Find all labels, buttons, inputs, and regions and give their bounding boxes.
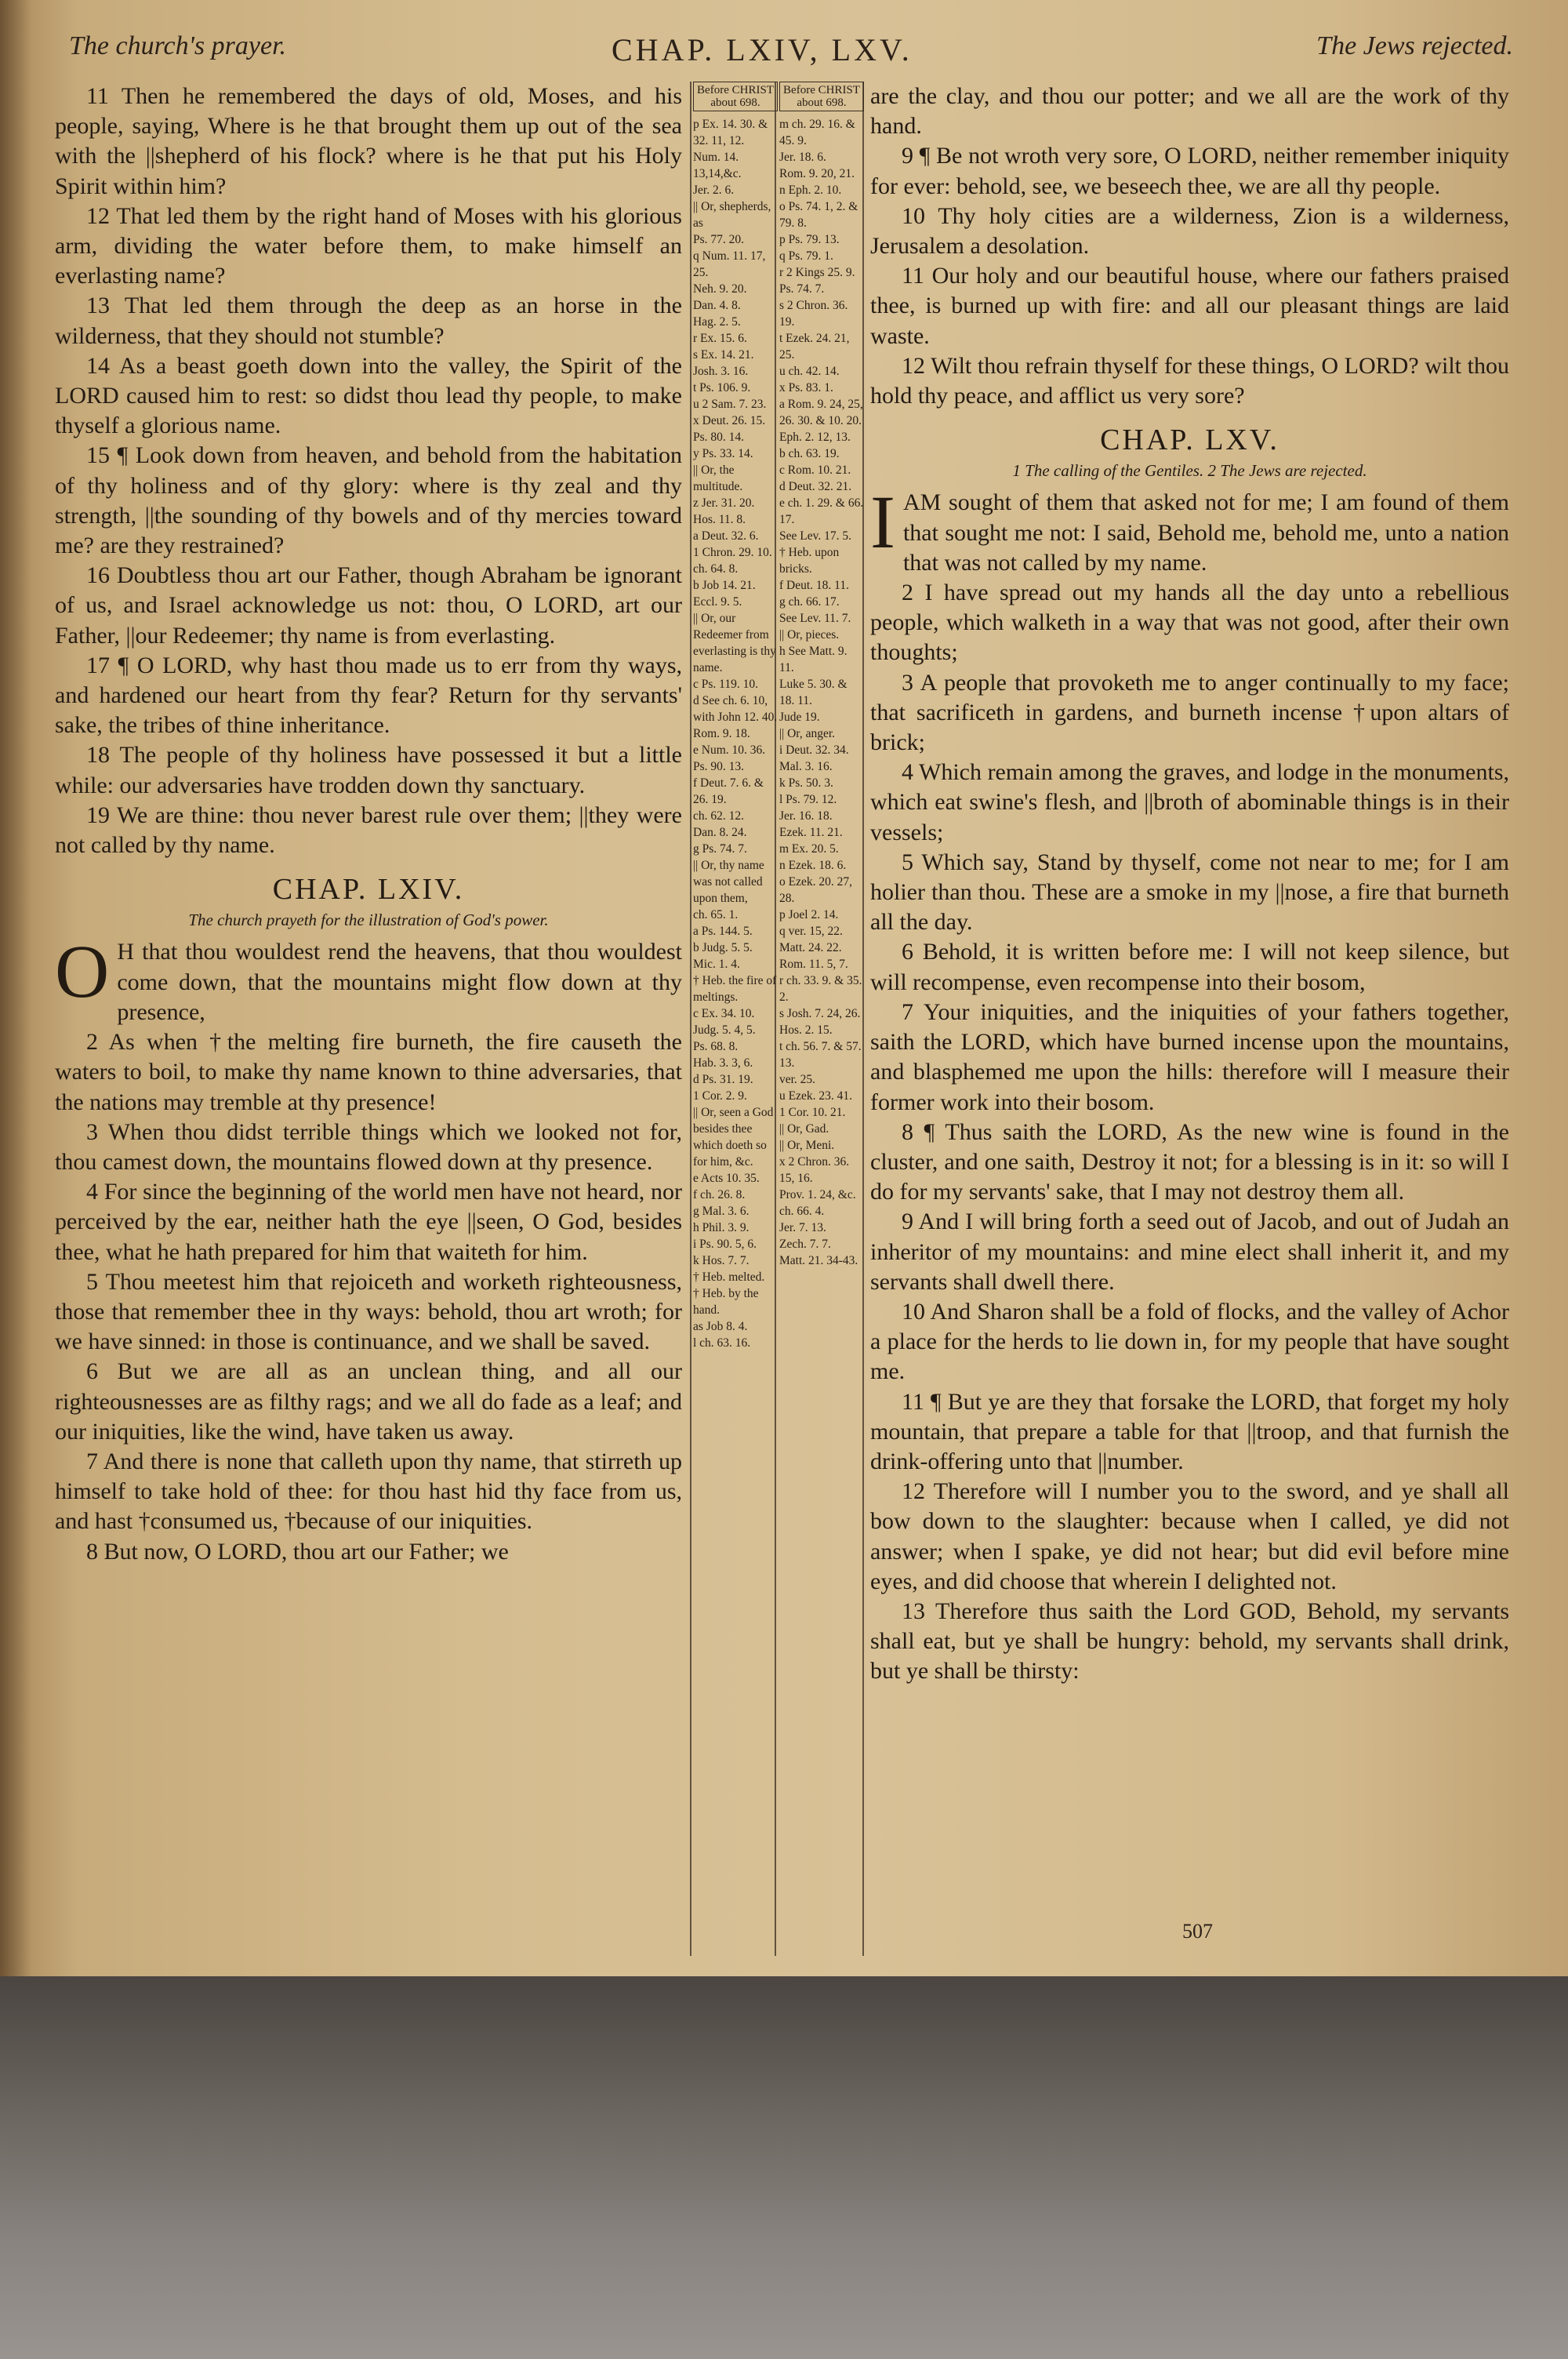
verse: 2 As when †the melting fire burneth, the fire causeth the waters to boil, to make thy name known to thine adversaries, that the nations may tremble at thy presence!	[55, 1029, 682, 1115]
chapter-64-verses	[55, 1027, 682, 1567]
marginal-reference: k Ps. 50. 3.	[779, 776, 833, 790]
marginal-reference: || Or, seen a God besides thee which doeth so for him, &c.	[693, 1106, 774, 1169]
marginal-reference: Matt. 24. 22.	[779, 941, 842, 954]
marginal-reference: k Hos. 7. 7.	[693, 1254, 750, 1267]
marginal-reference: r Ex. 15. 6.	[693, 332, 747, 345]
marginal-reference: as Job 8. 4.	[693, 1320, 748, 1333]
marginal-reference: Ps. 80. 14.	[693, 431, 745, 444]
marginal-reference: ch. 65. 1.	[693, 908, 739, 921]
chapter-summary-lxiv: The church prayeth for the illustration of God's power.	[188, 911, 549, 930]
marginal-reference: Rom. 9. 20, 21.	[779, 167, 855, 180]
marginal-reference: i Ps. 90. 5, 6.	[693, 1238, 757, 1251]
marginal-reference: i Deut. 32. 34.	[779, 743, 849, 757]
marginal-reference: d See ch. 6. 10, with John 12. 40.	[693, 694, 778, 724]
marginal-reference: s Ex. 14. 21.	[693, 348, 754, 362]
verse: 5 Thou meetest him that rejoiceth and worketh righteousness, those that remember thee in thy ways: behold, thou art wroth; for we have sinned: in those is continuance, and we shall be saved.	[55, 1268, 682, 1355]
marginal-reference: Luke 5. 30. & 18. 11.	[779, 678, 848, 707]
marginal-reference: || Or, thy name was not called upon them,	[693, 859, 764, 905]
marginal-reference: Eccl. 9. 5.	[693, 595, 742, 609]
marginal-reference: e Acts 10. 35.	[693, 1172, 760, 1185]
marginal-reference: Zech. 7. 7.	[779, 1238, 831, 1251]
marginal-reference: Jer. 2. 6.	[693, 184, 735, 197]
marginal-reference: Ps. 74. 7.	[779, 282, 825, 296]
marginal-reference: m Ex. 20. 5.	[779, 842, 839, 856]
marginal-reference: † Heb. melted.	[693, 1270, 765, 1284]
verse: 8 ¶ Thus saith the LORD, As the new wine is found in the cluster, and one saith, Destroy it not; for a blessing is in it: so will I do for my servants' sake, that I may not destroy them all.	[870, 1118, 1509, 1205]
verse-lxv-1	[870, 480, 1509, 578]
verse: 3 When thou didst terrible things which we looked not for, thou camest down, the mountains flowed down at thy presence.	[55, 1118, 682, 1175]
drop-cap: I	[870, 480, 895, 565]
marginal-reference: b ch. 63. 19.	[779, 447, 840, 460]
verse: 14 As a beast goeth down into the valley, the Spirit of the LORD caused him to rest: so didst thou lead thy people, to make thyself a glorious name.	[55, 352, 682, 439]
marginal-reference: || Or, shepherds, as	[693, 200, 771, 230]
verse: 11 Our holy and our beautiful house, where our fathers praised thee, is burned up with fire: and all our pleasant things are laid waste.	[870, 263, 1509, 349]
marginal-reference: e ch. 1. 29. & 66. 17.	[779, 496, 864, 526]
chapter-title-lxv: CHAP. LXV.	[1100, 423, 1279, 457]
marginal-references-right	[779, 82, 864, 1269]
verse: 7 Your iniquities, and the iniquities of your fathers together, saith the LORD, which have burned incense upon the mountains, and blasphemed me upon the hills: therefore will I measure their former work into their bosom.	[870, 998, 1509, 1115]
marginal-reference: f Deut. 7. 6. & 26. 19.	[693, 776, 764, 806]
marginal-reference: † Heb. upon bricks.	[779, 546, 840, 576]
marginal-reference: ch. 64. 8.	[693, 562, 739, 576]
marginal-reference: h Phil. 3. 9.	[693, 1221, 750, 1234]
marginal-reference: g Mal. 3. 6.	[693, 1205, 750, 1218]
drop-cap: O	[55, 929, 110, 1014]
chapter-title-lxiv: CHAP. LXIV.	[272, 873, 465, 907]
marginal-reference: q Num. 11. 17, 25.	[693, 249, 766, 279]
marginal-references-left	[693, 82, 778, 1351]
marginal-reference: Jer. 16. 18.	[779, 809, 833, 823]
marginal-reference: p Ex. 14. 30. & 32. 11, 12.	[693, 118, 768, 147]
marginal-reference: † Heb. the fire of meltings.	[693, 974, 777, 1004]
marginal-reference: g Ps. 74. 7.	[693, 842, 747, 856]
verse: 6 Behold, it is written before me: I will not keep silence, but will recompense, even recompense into their bosom,	[870, 939, 1509, 995]
marginal-reference: Ps. 90. 13.	[693, 760, 745, 773]
verse: 4 For since the beginning of the world men have not heard, nor perceived by the ear, neither hath the eye ||seen, O God, besides thee, what he hath prepared for him that waiteth for him.	[55, 1179, 682, 1265]
running-head-right: The Jews rejected.	[1316, 31, 1513, 60]
marginal-reference: † Heb. by the hand.	[693, 1287, 759, 1317]
marginal-reference: o Ps. 74. 1, 2. & 79. 8.	[779, 200, 858, 230]
marginal-reference: c Ex. 34. 10.	[693, 1007, 755, 1020]
marginal-reference: Hos. 2. 15.	[779, 1023, 833, 1037]
verse: 7 And there is none that calleth upon thy name, that stirreth up himself to take hold of thee: for thou hast hid thy face from us, and hast †consumed us, †because of our iniquities.	[55, 1448, 682, 1535]
marginal-reference: x Ps. 83. 1.	[779, 381, 833, 394]
marginal-reference: o Ezek. 20. 27, 28.	[779, 875, 852, 905]
marginal-reference: 1 Cor. 2. 9.	[693, 1089, 747, 1103]
marginal-reference: y Ps. 33. 14.	[693, 447, 753, 460]
marginal-reference: Eph. 2. 12, 13.	[779, 431, 851, 444]
verse: 12 That led them by the right hand of Moses with his glorious arm, dividing the water before them, to make himself an everlasting name?	[55, 202, 682, 289]
marginal-reference: x 2 Chron. 36. 15, 16.	[779, 1155, 850, 1185]
marginal-reference: u ch. 42. 14.	[779, 365, 840, 378]
marginal-reference: u Ezek. 23. 41.	[779, 1089, 852, 1103]
verse: 17 ¶ O LORD, why hast thou made us to err from thy ways, and hardened our heart from thy fear? Return for thy servants' sake, the tribes of thine inheritance.	[55, 652, 682, 739]
verse: 10 And Sharon shall be a fold of flocks, and the valley of Achor a place for the herds to lie down in, for my people that have sought me.	[870, 1298, 1509, 1385]
marginal-reference: u 2 Sam. 7. 23.	[693, 398, 767, 411]
chapter-63-verses	[55, 82, 682, 860]
marginal-reference: Ps. 68. 8.	[693, 1040, 739, 1053]
marginal-reference: s Josh. 7. 24, 26.	[779, 1007, 861, 1020]
marginal-reference: q ver. 15, 22.	[779, 925, 843, 938]
marginal-reference: || Or, Gad.	[779, 1122, 829, 1136]
marginal-reference: f ch. 26. 8.	[693, 1188, 746, 1201]
verse: 12 Therefore will I number you to the sword, and ye shall all bow down to the slaughter: because when I called, ye did not answer; when I spake, ye did not hear; but did evil before mine eyes, and did choose that wherein I delighted not.	[870, 1478, 1509, 1594]
marginal-reference: n Ezek. 18. 6.	[779, 859, 847, 872]
verse: 11 Then he remembered the days of old, Moses, and his people, saying, Where is he that brought them up out of the sea with the ||shepherd of his flock? where is he that put his Holy Spirit within him?	[55, 83, 682, 199]
marginal-reference: Hag. 2. 5.	[693, 315, 741, 329]
marginal-reference: Prov. 1. 24, &c.	[779, 1188, 856, 1201]
verse-text: AM sought of them that asked not for me; I am found of them that sought me not: I said, Behold me, behold me, unto a nation that was not called by my name.	[902, 489, 1509, 576]
verse: 19 We are thine: thou never barest rule over them; ||they were not called by thy name.	[55, 801, 682, 859]
marginal-reference: e Num. 10. 36.	[693, 743, 766, 757]
marginal-reference: a Ps. 144. 5.	[693, 925, 753, 938]
verse: 10 Thy holy cities are a wilderness, Zion is a wilderness, Jerusalem a desolation.	[870, 202, 1509, 260]
marginal-reference: Judg. 5. 4, 5.	[693, 1023, 756, 1037]
verse: 15 ¶ Look down from heaven, and behold from the habitation of thy holiness and of thy glory: where is thy zeal and thy strength, ||the sounding of thy bowels and of thy mercies toward me? are they restrained?	[55, 442, 682, 559]
chapter-64-verses	[870, 141, 1509, 411]
verse: 13 Therefore thus saith the Lord GOD, Behold, my servants shall eat, but ye shall be hungry: behold, my servants shall drink, but ye shall be thirsty:	[870, 1598, 1509, 1685]
marginal-reference: || Or, pieces.	[779, 628, 840, 642]
marginal-reference: c Rom. 10. 21.	[779, 463, 851, 477]
marginal-reference: See Lev. 11. 7.	[779, 612, 851, 625]
marginal-reference: ver. 25.	[779, 1073, 816, 1086]
chapter-65-verses	[870, 578, 1509, 1687]
marginal-reference: m ch. 29. 16. & 45. 9.	[779, 118, 855, 147]
verse: 2 I have spread out my hands all the day unto a rebellious people, which walketh in a way that was not good, after their own thoughts;	[870, 580, 1509, 666]
marginal-reference: d Deut. 32. 21.	[779, 480, 852, 493]
marginal-reference: f Deut. 18. 11.	[779, 579, 849, 592]
marginal-reference: b Judg. 5. 5.	[693, 941, 753, 954]
verse-continuation: are the clay, and thou our potter; and we all are the work of thy hand.	[870, 83, 1509, 140]
marginal-reference: t Ps. 106. 9.	[693, 381, 751, 394]
marginal-reference: || Or, our Redeemer from everlasting is thy name.	[693, 612, 776, 674]
marginal-reference: Hos. 11. 8.	[693, 513, 746, 526]
marginal-reference: c Ps. 119. 10.	[693, 678, 758, 691]
verse: 9 And I will bring forth a seed out of Jacob, and out of Judah an inheritor of my mountains: and mine elect shall inherit it, and my servants shall dwell there.	[870, 1209, 1509, 1295]
marginal-reference: p Joel 2. 14.	[779, 908, 839, 921]
marginal-reference: Ezek. 11. 21.	[779, 826, 843, 839]
marginal-reference: Josh. 3. 16.	[693, 365, 749, 378]
marginal-reference: t ch. 56. 7. & 57. 13.	[779, 1040, 862, 1070]
verse: 16 Doubtless thou art our Father, though Abraham be ignorant of us, and Israel acknowledge us not: thou, O LORD, art our Father, ||our Redeemer; thy name is from everlasting.	[55, 562, 682, 649]
marginal-reference: Mic. 1. 4.	[693, 958, 740, 971]
marginal-reference: l Ps. 79. 12.	[779, 793, 837, 806]
running-head-center: CHAP. LXIV, LXV.	[612, 32, 913, 67]
marginal-reference: q Ps. 79. 1.	[779, 249, 833, 263]
marginal-reference: r 2 Kings 25. 9.	[779, 266, 855, 279]
reference-list	[693, 116, 778, 1351]
date-header: Before CHRIST about 698.	[779, 82, 864, 111]
verse: 6 But we are all as an unclean thing, and all our righteousnesses are as filthy rags; and we all do fade as a leaf; and our iniquities, like the wind, have taken us away.	[55, 1358, 682, 1445]
marginal-reference: Ps. 77. 20.	[693, 233, 745, 246]
marginal-reference: Rom. 11. 5, 7.	[779, 958, 848, 971]
verse: 18 The people of thy holiness have possessed it but a little while: our adversaries have trodden down thy sanctuary.	[55, 742, 682, 798]
date-header: Before CHRIST about 698.	[693, 82, 778, 111]
reference-list	[779, 116, 864, 1269]
marginal-reference: a Rom. 9. 24, 25, 26. 30. & 10. 20.	[779, 398, 863, 427]
marginal-reference: Jer. 7. 13.	[779, 1221, 826, 1234]
verse: 5 Which say, Stand by thyself, come not near to me; for I am holier than thou. These are a smoke in my ||nose, a fire that burneth all the day.	[870, 849, 1509, 936]
marginal-reference: h See Matt. 9. 11.	[779, 645, 848, 674]
marginal-reference: 1 Cor. 10. 21.	[779, 1106, 846, 1119]
marginal-reference: ch. 66. 4.	[779, 1205, 825, 1218]
verse-lxiv-1	[55, 929, 682, 1027]
marginal-reference: Matt. 21. 34-43.	[779, 1254, 858, 1267]
verse: 12 Wilt thou refrain thyself for these things, O LORD? wilt thou hold thy peace, and afflict us very sore?	[870, 352, 1509, 409]
marginal-reference: l ch. 63. 16.	[693, 1336, 751, 1350]
verse: 9 ¶ Be not wroth very sore, O LORD, neither remember iniquity for ever: behold, see, we beseech thee, we are all thy people.	[870, 143, 1509, 199]
marginal-reference: || Or, the multitude.	[693, 463, 743, 493]
left-text-column	[55, 82, 682, 1567]
running-head-left: The church's prayer.	[69, 31, 287, 60]
marginal-reference: Neh. 9. 20.	[693, 282, 747, 296]
marginal-reference: d Ps. 31. 19.	[693, 1073, 753, 1086]
verse: 13 That led them through the deep as an horse in the wilderness, that they should not stumble?	[55, 293, 682, 349]
verse: 11 ¶ But ye are they that forsake the LORD, that forget my holy mountain, that prepare a table for that ||troop, and that furnish the drink-offering unto that ||number.	[870, 1388, 1509, 1474]
marginal-reference: b Job 14. 21.	[693, 579, 756, 592]
verse: 4 Which remain among the graves, and lodge in the monuments, which eat swine's flesh, and ||broth of abominable things is in their vessels;	[870, 759, 1509, 845]
page-number: 507	[1182, 1920, 1213, 1943]
marginal-reference: Rom. 9. 18.	[693, 727, 750, 740]
marginal-reference: 1 Chron. 29. 10.	[693, 546, 772, 559]
marginal-reference: g ch. 66. 17.	[779, 595, 840, 609]
chapter-summary-lxv: 1 The calling of the Gentiles. 2 The Jews are rejected.	[1012, 461, 1367, 481]
verse: 3 A people that provoketh me to anger continually to my face; that sacrificeth in gardens, and burneth incense †upon altars of brick;	[870, 669, 1509, 756]
marginal-reference: r ch. 33. 9. & 35. 2.	[779, 974, 862, 1004]
right-text-column	[870, 82, 1509, 1687]
marginal-reference: ch. 62. 12.	[693, 809, 745, 823]
verse: 8 But now, O LORD, thou art our Father; we	[86, 1538, 509, 1565]
marginal-reference: p Ps. 79. 13.	[779, 233, 840, 246]
marginal-reference: n Eph. 2. 10.	[779, 184, 842, 197]
marginal-reference: Dan. 8. 24.	[693, 826, 747, 839]
marginal-reference: Hab. 3. 3, 6.	[693, 1056, 753, 1070]
marginal-reference: x Deut. 26. 15.	[693, 414, 766, 427]
marginal-reference: Num. 14. 13,14,&c.	[693, 151, 742, 180]
marginal-reference: z Jer. 31. 20.	[693, 496, 755, 510]
marginal-reference: t Ezek. 24. 21, 25.	[779, 332, 850, 362]
marginal-reference: Dan. 4. 8.	[693, 299, 741, 312]
column-rule	[690, 82, 691, 1956]
desk-surface	[0, 1976, 1568, 2359]
marginal-reference: Jer. 18. 6.	[779, 151, 826, 164]
marginal-reference: || Or, Meni.	[779, 1139, 835, 1152]
marginal-reference: || Or, anger.	[779, 727, 836, 740]
marginal-reference: Jude 19.	[779, 711, 820, 724]
marginal-reference: a Deut. 32. 6.	[693, 529, 759, 543]
verse-text: H that thou wouldest rend the heavens, that thou wouldest come down, that the mountains might flow down at thy presence,	[117, 939, 682, 1025]
book-gutter-shadow	[0, 0, 31, 1976]
marginal-reference: Mal. 3. 16.	[779, 760, 833, 773]
marginal-reference: See Lev. 17. 5.	[779, 529, 851, 543]
marginal-reference: s 2 Chron. 36. 19.	[779, 299, 848, 329]
